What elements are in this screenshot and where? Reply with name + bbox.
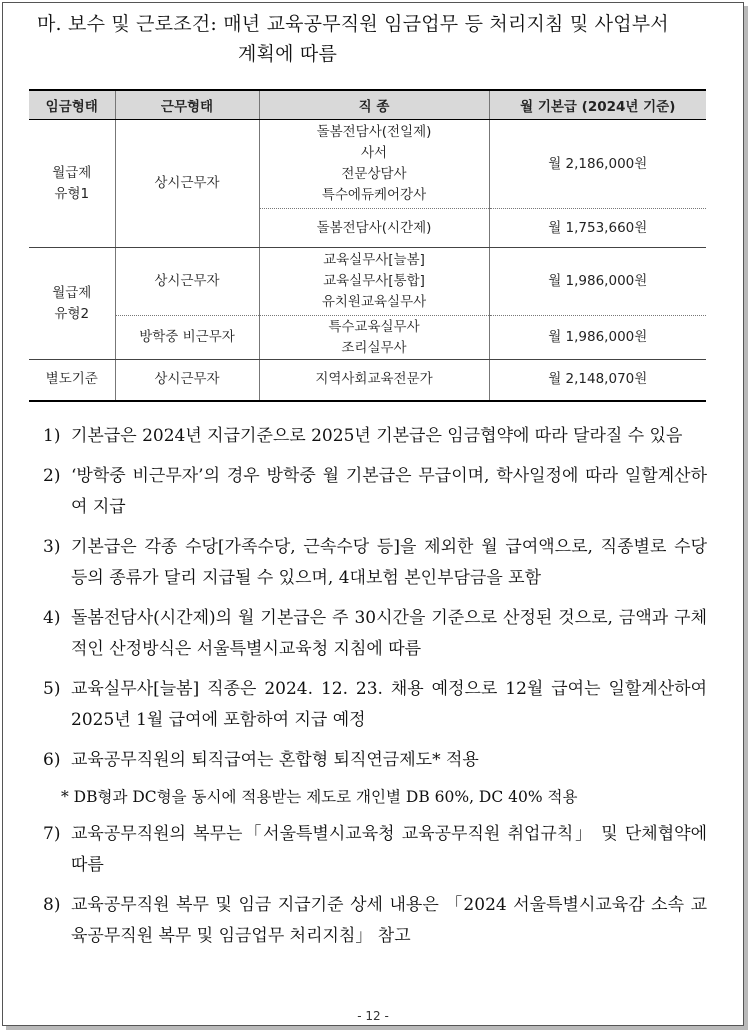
cell-jobs: 돌봄전담사(시간제): [259, 209, 489, 248]
note-item: [43, 532, 707, 594]
header-base-salary: 월 기본급 (2024년 기준): [489, 90, 706, 120]
cell-work-type: 방학중 비근무자: [115, 316, 259, 360]
note-text: ‘방학중 비근무자’의 경우 방학중 월 기본급은 무급이며, 학사일정에 따라 일할계산하여 지급: [71, 466, 707, 517]
cell-work-type: 상시근무자: [115, 248, 259, 316]
note-number: 6): [43, 750, 61, 770]
table-row: [29, 316, 706, 360]
cell-pay-type: 별도기준: [29, 360, 115, 401]
cell-salary: 월 1,986,000원: [489, 248, 706, 316]
table-row: [29, 248, 706, 316]
note-item: [43, 603, 707, 665]
note-number: 5): [43, 679, 61, 699]
heading-line-2: 계획에 따름: [238, 43, 338, 65]
cell-salary: 월 2,186,000원: [489, 120, 706, 209]
cell-salary: 월 1,986,000원: [489, 316, 706, 360]
salary-table: [29, 89, 706, 402]
note-text: 돌봄전담사(시간제)의 월 기본급은 주 30시간을 기준으로 산정된 것으로, 금액과 구체적인 산정방식은 서울특별시교육청 지침에 따름: [71, 608, 707, 659]
table-header-row: [29, 90, 706, 120]
note-item: [43, 421, 707, 452]
cell-jobs: 교육실무사[늘봄] 교육실무사[통합] 유치원교육실무사: [259, 248, 489, 316]
cell-jobs: 특수교육실무사 조리실무사: [259, 316, 489, 360]
note-item: [43, 890, 707, 952]
note-number: 3): [43, 537, 61, 557]
note-item: [43, 461, 707, 523]
note-text: 기본급은 각종 수당[가족수당, 근속수당 등]을 제외한 월 급여액으로, 직종별로 수당 등의 종류가 달리 지급될 수 있으며, 4대보험 본인부담금을 포함: [71, 537, 707, 588]
notes-list: [43, 421, 707, 961]
cell-jobs: 지역사회교육전문가: [259, 360, 489, 401]
cell-work-type: 상시근무자: [115, 360, 259, 401]
note-text: 교육실무사[늘봄] 직종은 2024. 12. 23. 채용 예정으로 12월 급여는 일할계산하여 2025년 1월 급여에 포함하여 지급 예정: [71, 679, 707, 730]
note-item: [43, 745, 707, 776]
note-text: 교육공무직원의 복무는「서울특별시교육청 교육공무직원 취업규칙」 및 단체협약에 따름: [71, 824, 707, 875]
footnote: * DB형과 DC형을 동시에 적용받는 제도로 개인별 DB 60%, DC 40% 적용: [61, 788, 578, 806]
note-number: 1): [43, 426, 61, 446]
document-page: [2, 2, 744, 1026]
note-number: 2): [43, 466, 61, 486]
cell-salary: 월 2,148,070원: [489, 360, 706, 401]
note-number: 8): [43, 895, 61, 915]
note-number: 4): [43, 608, 61, 628]
cell-pay-type: 월급제 유형1: [29, 120, 115, 248]
cell-jobs: 돌봄전담사(전일제) 사서 전문상담사 특수에듀케어강사: [259, 120, 489, 209]
note-item: [43, 674, 707, 736]
cell-salary: 월 1,753,660원: [489, 209, 706, 248]
header-work-type: 근무형태: [115, 90, 259, 120]
note-item: [43, 819, 707, 881]
section-heading: [37, 9, 727, 69]
header-job-type: 직 종: [259, 90, 489, 120]
heading-line-1: 마. 보수 및 근로조건: 매년 교육공무직원 임금업무 등 처리지침 및 사업부서: [37, 13, 669, 35]
note-text: 기본급은 2024년 지급기준으로 2025년 기본급은 임금협약에 따라 달라질 수 있음: [71, 426, 683, 446]
page-number: - 12 -: [357, 1009, 389, 1023]
note-text: 교육공무직원 복무 및 임금 지급기준 상세 내용은 「2024 서울특별시교육감 소속 교육공무직원 복무 및 임금업무 처리지침」 참고: [71, 895, 707, 946]
cell-pay-type: 월급제 유형2: [29, 248, 115, 360]
table-row: [29, 360, 706, 401]
cell-work-type: 상시근무자: [115, 120, 259, 248]
note-number: 7): [43, 824, 61, 844]
note-text: 교육공무직원의 퇴직급여는 혼합형 퇴직연금제도* 적용: [71, 750, 479, 770]
header-pay-type: 임금형태: [29, 90, 115, 120]
table-row: [29, 120, 706, 209]
